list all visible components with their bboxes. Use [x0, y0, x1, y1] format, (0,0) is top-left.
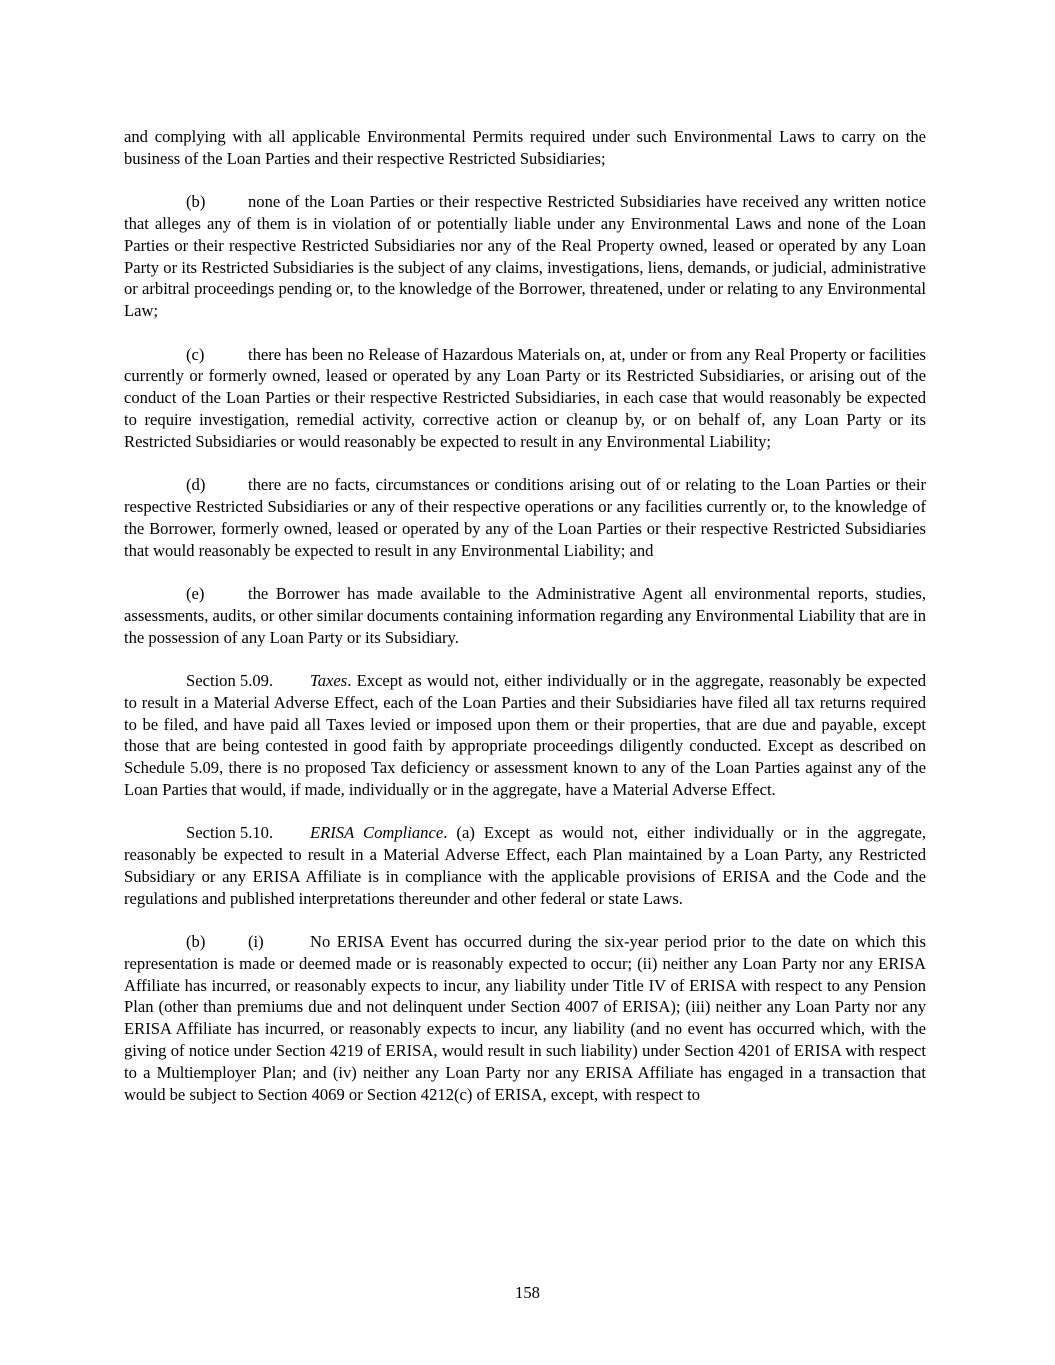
section-text: No ERISA Event has occurred during the six-year period prior to the date on which this representation is made or deemed made or is reasonably expected to occur; (ii) neither any Loan Party nor any ERISA Affiliate has incurred, or reasonably expects to incur, any liability under Title IV of ERISA with respect to any Pension Plan (other than premiums due and not delinquent under Section 4007 of ERISA); (iii) neither any Loan Party nor any ERISA Affiliate has incurred, or reasonably expects to incur, any liability (and no event has occurred which, with the giving of notice under Section 4219 of ERISA, would result in such liability) under Section 4201 of ERISA with respect to a Multiemployer Plan; and (iv) neither any Loan Party nor any ERISA Affiliate has engaged in a transaction that would be subject to Section 4069 or Section 4212(c) of ERISA, except, with respect to [124, 932, 926, 1104]
paragraph-text: and complying with all applicable Environmental Permits required under such Environmental Laws to carry on the business of the Loan Parties and their respective Restricted Subsidiaries; [124, 127, 926, 168]
section-5-10-b [124, 931, 926, 1105]
clause-label: (e) [186, 583, 205, 603]
paragraph-b [124, 191, 926, 322]
clause-label: (c) [186, 344, 205, 364]
section-heading: Taxes [310, 670, 348, 690]
section-text: . Except as would not, either individually or in the aggregate, reasonably be expected to result in a Material Adverse Effect, each of the Loan Parties and their Subsidiaries have filed all tax returns required to be filed, and have paid all Taxes levied or imposed upon them or their properties, that are due and payable, except those that are being contested in good faith by appropriate proceedings diligently conducted. Except as described on Schedule 5.09, there is no proposed Tax deficiency or assessment known to any of the Loan Parties against any of the Loan Parties that would, if made, individually or in the aggregate, have a Material Adverse Effect. [124, 670, 926, 799]
clause-label: (b) [186, 192, 206, 212]
paragraph-d [124, 474, 926, 561]
document-body [124, 126, 926, 1127]
section-5-09 [124, 670, 926, 801]
clause-label: (d) [186, 475, 206, 495]
paragraph-text: none of the Loan Parties or their respective Restricted Subsidiaries have received any written notice that alleges any of them is in violation of or potentially liable under any Environmental Laws and none of the Loan Parties or their respective Restricted Subsidiaries nor any of the Real Property owned, leased or operated by any Loan Party or its Restricted Subsidiaries is the subject of any claims, investigations, liens, demands, or judicial, administrative or arbitral proceedings pending or, to the knowledge of the Borrower, threatened, under or relating to any Environmental Law; [124, 192, 926, 321]
paragraph-text: the Borrower has made available to the Administrative Agent all environmental reports, studies, assessments, audits, or other similar documents containing information regarding any Environmental Liability that are in the possession of any Loan Party or its Subsidiary. [124, 583, 926, 647]
paragraph-text: there has been no Release of Hazardous Materials on, at, under or from any Real Property or facilities currently or formerly owned, leased or operated by any Loan Party or its Restricted Subsidiaries, or arising out of the conduct of the Loan Parties or their respective Restricted Subsidiaries, in each case that would reasonably be expected to require investigation, remedial activity, corrective action or cleanup by, or on behalf of, any Loan Party or its Restricted Subsidiaries or would reasonably be expected to result in any Environmental Liability; [124, 344, 926, 451]
subclause-label: (i) [248, 932, 264, 952]
section-number: Section 5.10. [186, 823, 274, 843]
section-5-10 [124, 822, 926, 909]
paragraph-c [124, 344, 926, 453]
clause-label: (b) [186, 932, 206, 952]
paragraph-continuation [124, 126, 926, 170]
paragraph-text: there are no facts, circumstances or conditions arising out of or relating to the Loan Parties or their respective Restricted Subsidiaries or any of their respective operations or any facilities currently or, to the knowledge of the Borrower, formerly owned, leased or operated by any of the Loan Parties or their respective Restricted Subsidiaries that would reasonably be expected to result in any Environmental Liability; and [124, 475, 926, 560]
section-heading: ERISA Compliance [310, 823, 444, 843]
section-number: Section 5.09. [186, 670, 274, 690]
paragraph-e [124, 583, 926, 648]
page-number: 158 [515, 1283, 540, 1302]
section-text: . (a) Except as would not, either individually or in the aggregate, reasonably be expected to result in a Material Adverse Effect, each Plan maintained by a Loan Party, any Restricted Subsidiary or any ERISA Affiliate is in compliance with the applicable provisions of ERISA and the Code and the regulations and published interpretations thereunder and other federal or state Laws. [124, 823, 926, 908]
